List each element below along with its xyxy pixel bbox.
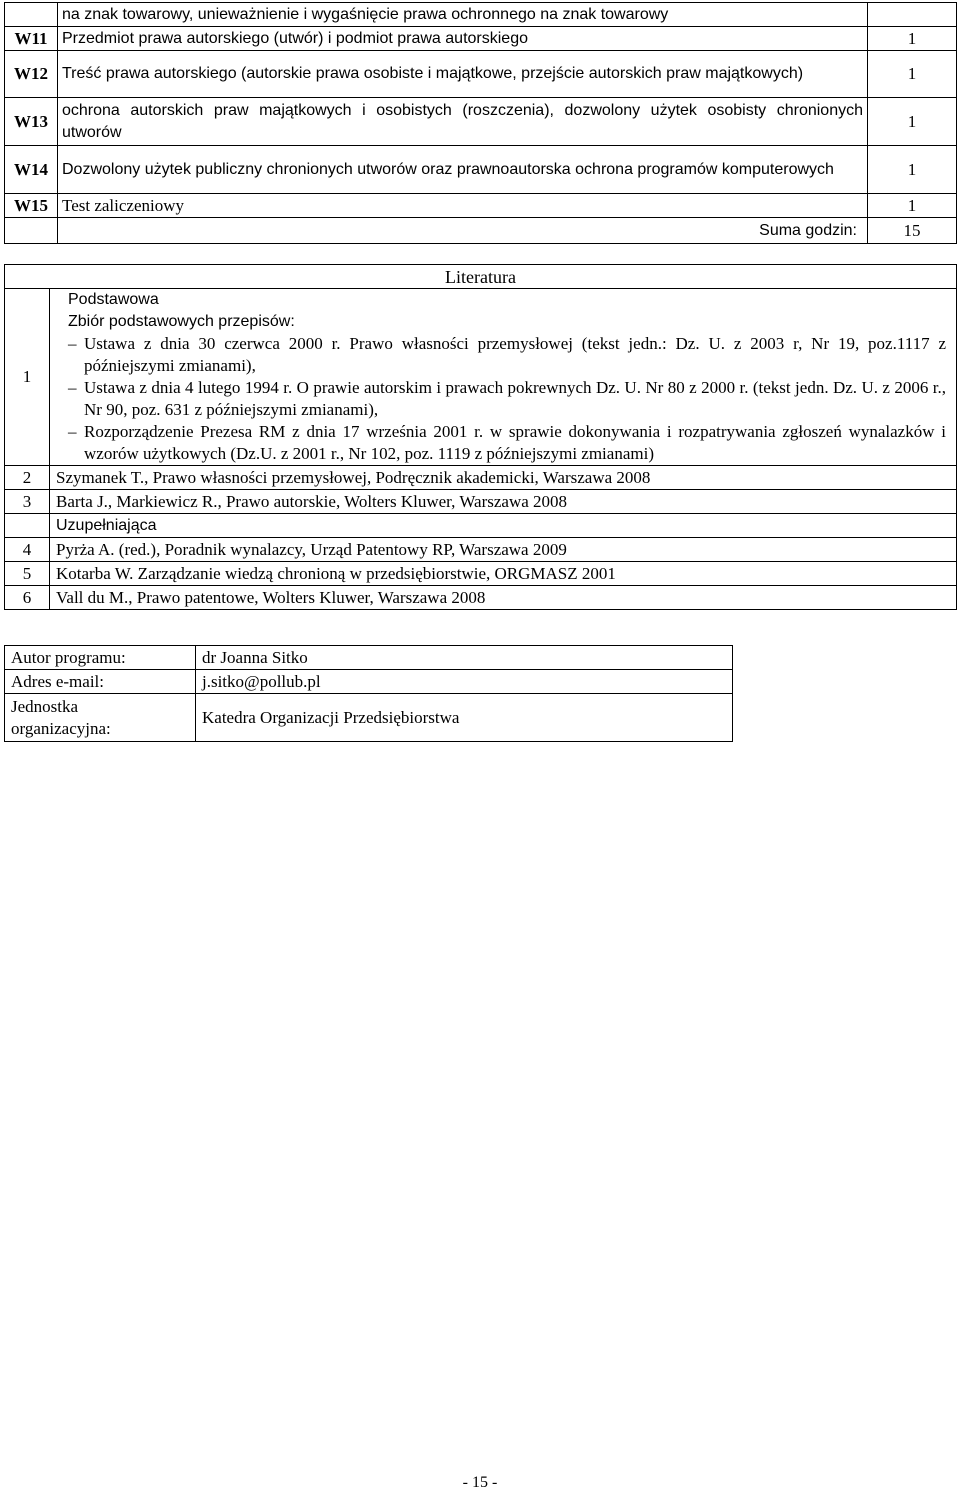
row-code: W13	[5, 98, 58, 146]
row-description: na znak towarowy, unieważnienie i wygaśnięcie prawa ochronnego na znak towarowy	[58, 3, 868, 27]
supplementary-heading-row	[5, 514, 957, 538]
item-intro: Zbiór podstawowych przepisów:	[68, 313, 295, 330]
row-code	[5, 3, 58, 27]
table-row	[5, 51, 957, 98]
literature-table	[4, 264, 957, 610]
list-item: – Rozporządzenie Prezesa RM z dnia 17 września 2001 r. w sprawie dokonywania i rozpatrywania zgłoszeń wynalazków i wzorów użytkowych (Dz.U. z 2001 r., Nr 102, poz. 1119 z późniejszymi zmianami)	[68, 421, 946, 465]
sum-empty-cell	[5, 218, 58, 244]
author-table	[4, 645, 733, 742]
item-text: Vall du M., Prawo patentowe, Wolters Kluwer, Warszawa 2008	[50, 586, 957, 610]
item-number: 2	[5, 466, 50, 490]
list-item: – Ustawa z dnia 30 czerwca 2000 r. Prawo własności przemysłowej (tekst jedn.: Dz. U. z 2003 r, Nr 19, poz.1117 z późniejszymi zmianami),	[68, 333, 946, 377]
page-number: - 15 -	[462, 1474, 498, 1491]
row-code: W14	[5, 146, 58, 194]
item-number: 4	[5, 538, 50, 562]
table-row	[5, 98, 957, 146]
unit-label-line: Jednostka	[11, 696, 79, 716]
basic-label: Podstawowa	[68, 291, 159, 308]
row-description: Przedmiot prawa autorskiego (utwór) i podmiot prawa autorskiego	[58, 27, 868, 51]
literature-heading: Literatura	[5, 265, 957, 289]
literature-item	[5, 538, 957, 562]
literature-item	[5, 562, 957, 586]
item-content	[50, 289, 957, 466]
supplementary-label: Uzupełniająca	[50, 514, 957, 538]
item-number: 5	[5, 562, 50, 586]
table-row	[5, 27, 957, 51]
literature-item	[5, 490, 957, 514]
item-text: Barta J., Markiewicz R., Prawo autorskie, Wolters Kluwer, Warszawa 2008	[50, 490, 957, 514]
table-row	[5, 146, 957, 194]
sum-label: Suma godzin:	[58, 218, 868, 244]
item-number: 1	[5, 289, 50, 466]
program-author: dr Joanna Sitko	[196, 646, 733, 670]
literature-item	[5, 466, 957, 490]
row-hours: 1	[868, 194, 957, 218]
list-item: – Ustawa z dnia 4 lutego 1994 r. O prawie autorskim i prawach pokrewnych Dz. U. Nr 80 z 2000 r. (tekst jedn. Dz. U. z 2006 r., Nr 90, poz. 631 z późniejszymi zmianami),	[68, 377, 946, 421]
empty-cell	[5, 514, 50, 538]
row-description: Dozwolony użytek publiczny chronionych utworów oraz prawnoautorska ochrona programów komputerowych	[58, 146, 868, 194]
item-text: Pyrża A. (red.), Poradnik wynalazcy, Urząd Patentowy RP, Warszawa 2009	[50, 538, 957, 562]
sum-value: 15	[868, 218, 957, 244]
literature-item	[5, 289, 957, 466]
acts-list	[68, 333, 946, 465]
unit-label-line: organizacyjna:	[11, 718, 111, 738]
unit-label	[5, 694, 196, 742]
row-code: W11	[5, 27, 58, 51]
item-text: Szymanek T., Prawo własności przemysłowej, Podręcznik akademicki, Warszawa 2008	[50, 466, 957, 490]
literature-heading-row	[5, 265, 957, 289]
row-description: Test zaliczeniowy	[58, 194, 868, 218]
author-row	[5, 646, 733, 670]
row-code: W15	[5, 194, 58, 218]
row-hours: 1	[868, 51, 957, 98]
item-text: Kotarba W. Zarządzanie wiedzą chronioną w przedsiębiorstwie, ORGMASZ 2001	[50, 562, 957, 586]
row-description: ochrona autorskich praw majątkowych i osobistych (roszczenia), dozwolony użytek osobisty chronionych utworów	[58, 98, 868, 146]
item-number: 6	[5, 586, 50, 610]
row-code: W12	[5, 51, 58, 98]
email-value: j.sitko@pollub.pl	[196, 670, 733, 694]
row-hours: 1	[868, 98, 957, 146]
item-number: 3	[5, 490, 50, 514]
topics-table	[4, 2, 957, 244]
program-author-label: Autor programu:	[5, 646, 196, 670]
table-row	[5, 3, 957, 27]
email-label: Adres e-mail:	[5, 670, 196, 694]
unit-row	[5, 694, 733, 742]
email-row	[5, 670, 733, 694]
row-hours: 1	[868, 146, 957, 194]
unit-value: Katedra Organizacji Przedsiębiorstwa	[196, 694, 733, 742]
row-hours	[868, 3, 957, 27]
sum-row	[5, 218, 957, 244]
row-hours: 1	[868, 27, 957, 51]
table-row	[5, 194, 957, 218]
row-description: Treść prawa autorskiego (autorskie prawa osobiste i majątkowe, przejście autorskich praw majątkowych)	[58, 51, 868, 98]
literature-item	[5, 586, 957, 610]
